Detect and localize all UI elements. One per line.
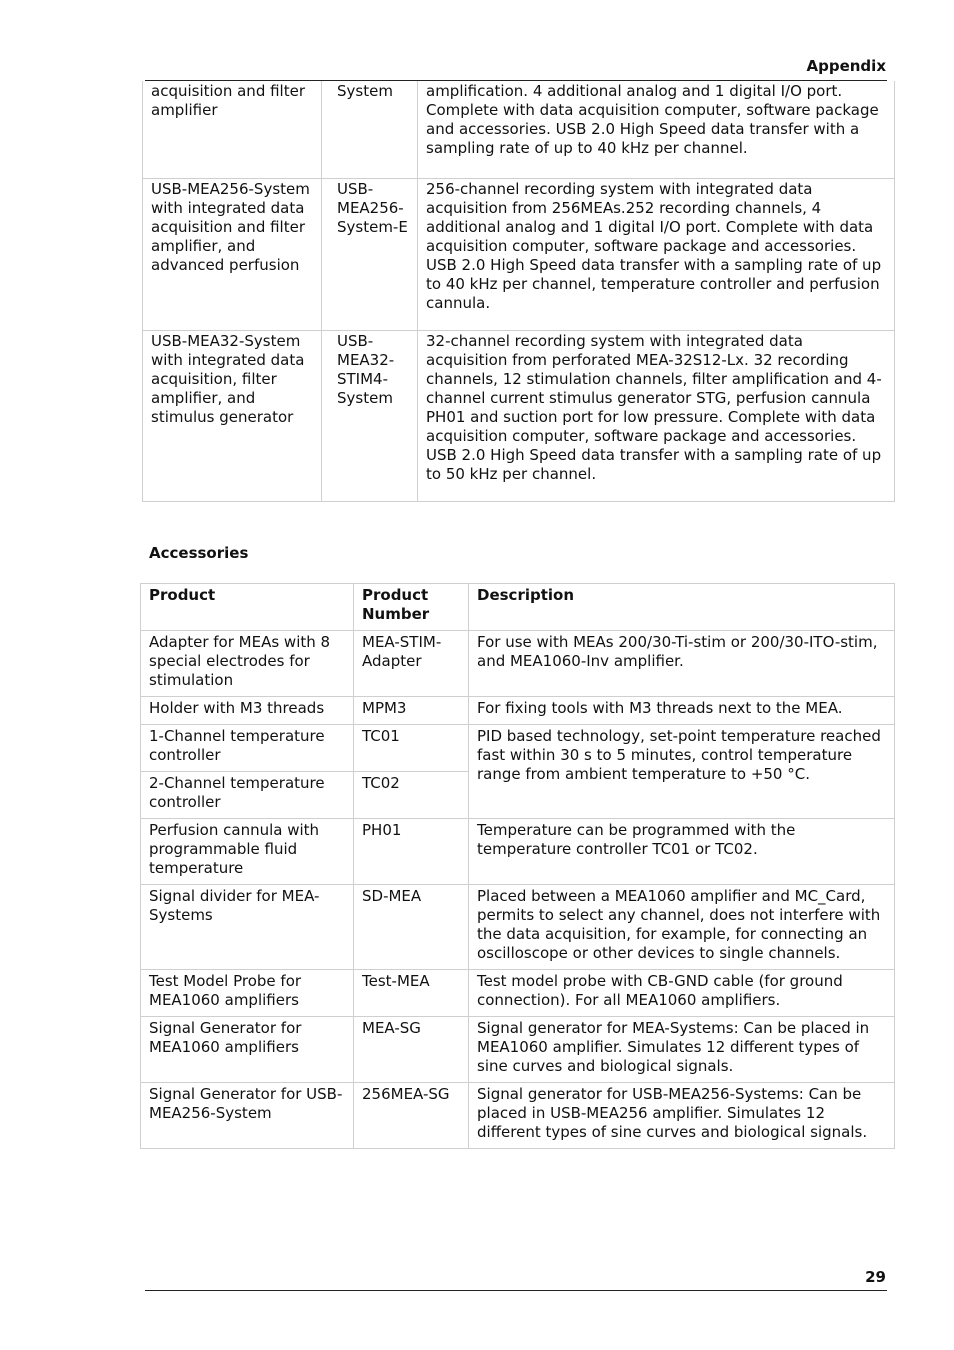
column-header-description: Description — [469, 584, 895, 631]
product-cell: acquisition and filter amplifier — [143, 81, 322, 178]
product-number-cell: System — [322, 81, 418, 178]
accessories-table — [140, 583, 895, 1149]
product-number-cell: PH01 — [354, 819, 469, 885]
description-cell: Placed between a MEA1060 amplifier and MC_Card, permits to select any channel, does not interfere with the data acquisition, for example, for connecting an oscilloscope or other devices to single channels. — [469, 885, 895, 970]
table-row — [141, 697, 895, 725]
footer-rule — [145, 1290, 887, 1291]
table-row — [141, 819, 895, 885]
table-row — [143, 330, 895, 501]
description-cell: 256-channel recording system with integrated data acquisition from 256MEAs.252 recording channels, 4 additional analog and 1 digital I/O port. Complete with data acquisition computer, software package and accessories. USB 2.0 High Speed data transfer with a sampling rate of up to 40 kHz per channel, temperature controller and perfusion cannula. — [418, 178, 895, 330]
description-cell: Temperature can be programmed with the temperature controller TC01 or TC02. — [469, 819, 895, 885]
product-number-cell: USB-MEA32-STIM4-System — [322, 330, 418, 501]
product-number-cell: Test-MEA — [354, 970, 469, 1017]
product-number-cell: TC02 — [354, 772, 469, 819]
description-cell: 32-channel recording system with integrated data acquisition from perforated MEA-32S12-Lx. 32 recording channels, 12 stimulation channels, filter amplification and 4-channel current stimulus generator STG, perfusion cannula PH01 and suction port for low pressure. Complete with data acquisition computer, software package and accessories. USB 2.0 High Speed data transfer with a sampling rate of up to 50 kHz per channel. — [418, 330, 895, 501]
product-number-cell: 256MEA-SG — [354, 1083, 469, 1149]
product-cell: Adapter for MEAs with 8 special electrodes for stimulation — [141, 631, 354, 697]
product-cell: Test Model Probe for MEA1060 amplifiers — [141, 970, 354, 1017]
column-header-product-number: Product Number — [354, 584, 469, 631]
accessories-heading: Accessories — [149, 544, 249, 562]
table-row — [141, 631, 895, 697]
product-cell: Signal divider for MEA-Systems — [141, 885, 354, 970]
product-cell: Signal Generator for MEA1060 amplifiers — [141, 1017, 354, 1083]
product-number-cell: MEA-SG — [354, 1017, 469, 1083]
table-row — [143, 178, 895, 330]
product-cell: Holder with M3 threads — [141, 697, 354, 725]
product-number-cell: MEA-STIM-Adapter — [354, 631, 469, 697]
product-cell: USB-MEA32-System with integrated data acquisition, filter amplifier, and stimulus generator — [143, 330, 322, 501]
table-row — [141, 725, 895, 772]
product-cell: Signal Generator for USB-MEA256-System — [141, 1083, 354, 1149]
product-number-cell: SD-MEA — [354, 885, 469, 970]
table-row — [143, 81, 895, 178]
table-row — [141, 885, 895, 970]
product-number-cell: USB-MEA256-System-E — [322, 178, 418, 330]
description-cell: For fixing tools with M3 threads next to the MEA. — [469, 697, 895, 725]
description-cell: Test model probe with CB-GND cable (for ground connection). For all MEA1060 amplifiers. — [469, 970, 895, 1017]
page-number: 29 — [865, 1268, 886, 1286]
description-cell: PID based technology, set-point temperature reached fast within 30 s to 5 minutes, control temperature range from ambient temperature to +50 °C. — [469, 725, 895, 819]
description-cell: Signal generator for USB-MEA256-Systems: Can be placed in USB-MEA256 amplifier. Simulates 12 different types of sine curves and biological signals. — [469, 1083, 895, 1149]
product-cell: 2-Channel temperature controller — [141, 772, 354, 819]
product-cell: Perfusion cannula with programmable fluid temperature — [141, 819, 354, 885]
page-header: Appendix — [806, 57, 886, 75]
table-row — [141, 1083, 895, 1149]
column-header-product: Product — [141, 584, 354, 631]
table-header-row — [141, 584, 895, 631]
product-cell: USB-MEA256-System with integrated data acquisition and filter amplifier, and advanced perfusion — [143, 178, 322, 330]
product-number-cell: MPM3 — [354, 697, 469, 725]
product-cell: 1-Channel temperature controller — [141, 725, 354, 772]
description-cell: amplification. 4 additional analog and 1 digital I/O port. Complete with data acquisition computer, software package and accessories. USB 2.0 High Speed data transfer with a sampling rate of up to 40 kHz per channel. — [418, 81, 895, 178]
description-cell: Signal generator for MEA-Systems: Can be placed in MEA1060 amplifier. Simulates 12 different types of sine curves and biological signals. — [469, 1017, 895, 1083]
table-row — [141, 970, 895, 1017]
product-number-cell: TC01 — [354, 725, 469, 772]
table-row — [141, 1017, 895, 1083]
systems-table — [142, 81, 895, 502]
description-cell: For use with MEAs 200/30-Ti-stim or 200/30-ITO-stim, and MEA1060-Inv amplifier. — [469, 631, 895, 697]
